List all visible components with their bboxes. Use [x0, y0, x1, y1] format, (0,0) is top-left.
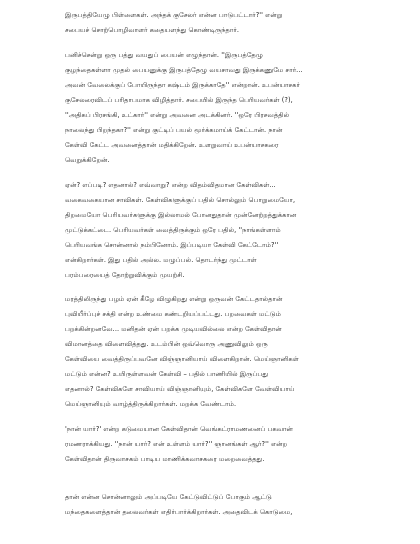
text-line: சபையச் சொற்பொழிவாளர் கதையளந்து கொண்டிருந்தார்.	[65, 26, 239, 34]
text-line: எதனால்? கேள்விகளே சாவியாய் விஞ்ஞானியும், கேள்விகளே வேள்வியாய்	[65, 385, 295, 393]
text-line: பனிச்சென்று ஒரு பத்து வயதுப் பையன் எழுந்தான். ''இருபத்தேழு	[65, 51, 263, 59]
text-line: ரமணராக்கியது. ''நான் யார்? என் உள்ளம் யார்?'' ஞானங்கள் ஆர்?'' என்ற	[65, 440, 288, 448]
text-line: முட்டுக்கட்டை. பெரியவர்கள் வைத்திருக்கும் ஒரே பதில், ''நாங்கள்ளாம்	[65, 226, 281, 234]
text-line: ''அதிகப் பிரசங்கி, உட்கார்'' என்று அவனை அடக்கினர். ''ஒரே பிரசவத்தில்	[65, 111, 290, 119]
text-line: மரத்திலிருந்து பழம் ஏன் கீழே விழுகிறது என்று ஒருவன் கேட்டதால்தான்	[65, 295, 283, 303]
text-line: அவன் வேலைக்குப் போயிருந்தா கஷ்டம் இருக்காதே'' என்றான். உபன்யாசகர்	[65, 81, 301, 89]
text-line: பரம்பரையைத் தோற்றுவிக்கும் முயற்சி.	[65, 271, 185, 279]
text-line: குசேலரைவிடப் பரிதாபமாக விழித்தார். சபையில் இருந்த பெரியவர்கள் (?),	[65, 96, 293, 104]
text-line: கேள்வியை வைத்திருப்பவனே விஞ்ஞானியாய் விளைகிறான். மெய்ஞானிகள்	[65, 355, 299, 363]
text-line: பெரியவங்க சொன்னால் நம்பினோம். இப்படியா கேள்வி கேட்டோம்?''	[65, 241, 279, 249]
text-line: தான் என்ன சொன்னாலும் அப்படியே கேட்டுவிட்டுப் போகும் ஆட்டு	[65, 493, 272, 501]
paragraph-2	[65, 48, 365, 168]
text-line: இருபத்தியேழு பிள்ளைகள். அந்தக் குசேலர் என்ன பாடுபட்டார்?'' என்று	[65, 11, 283, 19]
paragraph-6	[65, 490, 365, 520]
text-line: திறமையோ பெரியவர்களுக்கு இல்லாமல் போனதுதான் முன்னேற்றத்துக்கான	[65, 211, 297, 219]
text-line: மட்டும் என்ன? உயிருள்ளவன் கேள்வி – பதில் பாணியில் இருப்பது	[65, 370, 269, 378]
paragraph-5	[65, 422, 365, 467]
paragraph-1	[65, 8, 365, 38]
text-line: கேள்வி கேட்ட அவனைத்தான் மதிக்கிறேன். உளறுவாய் உபன்யாசகரை	[65, 141, 279, 149]
text-line: குழந்தைகள்ளா முதல் பையனுக்கு இருபத்தேழு வயசாவது இருக்கணுமே சார்...	[65, 66, 303, 74]
paragraph-4	[65, 292, 365, 412]
text-line: மெய்ஞானியும் வாழ்த்திருக்கிறார்கள். மறக்க வேண்டாம்.	[65, 400, 237, 408]
text-line: விமானத்தை விளைவித்தது. உடம்பின் ஒவ்வொரு அணுவிலும் ஒரு	[65, 340, 268, 348]
text-line: மந்தைகளைத்தான் தலைவர்கள் எதிர்பார்க்கிறார்கள். அதைவிடக் கொடுமை,	[65, 508, 293, 516]
text-line: வெறுக்கிறேன்.	[65, 156, 110, 164]
text-line: பறக்கின்றனவே... மனிதன் ஏன் பறக்க முடியவில்லை என்ற கேள்விதான்	[65, 325, 282, 333]
text-line: நாலைந்து பிறந்தகா?'' என்று குட்டிப் பயல் மூர்க்கமாய்க் கேட்டான். நான்	[65, 126, 283, 134]
text-line: ஏன்? எப்படி? எதனால்? எவ்வாறு? என்ற விதம்விதமான கேள்விகள்...	[65, 181, 276, 189]
text-line: 'நான் யார்?' என்ற கடுமையான கேள்விதான் வெங்கட்ராமணனைப் பகவான்	[65, 425, 293, 433]
text-line: என்கிறார்கள். இது பதில் அல்ல. மழுப்பல். தொடர்ந்து முட்டாள்	[65, 256, 257, 264]
paragraph-3	[65, 178, 365, 283]
text-line: வகைவகையான சாவிகள். கேள்விகளுக்குப் பதில் சொல்லும் பொறுமையோ,	[65, 196, 296, 204]
text-line: கேள்விதான் திருவாசகம் பாடிய மாணிக்கவாசகரை மறைவைத்தது.	[65, 455, 265, 463]
text-line: புவியீர்ப்புச் சக்தி என்ற உண்மை கண்டறியப்பட்டது. பறவைகள் மட்டும்	[65, 310, 282, 318]
